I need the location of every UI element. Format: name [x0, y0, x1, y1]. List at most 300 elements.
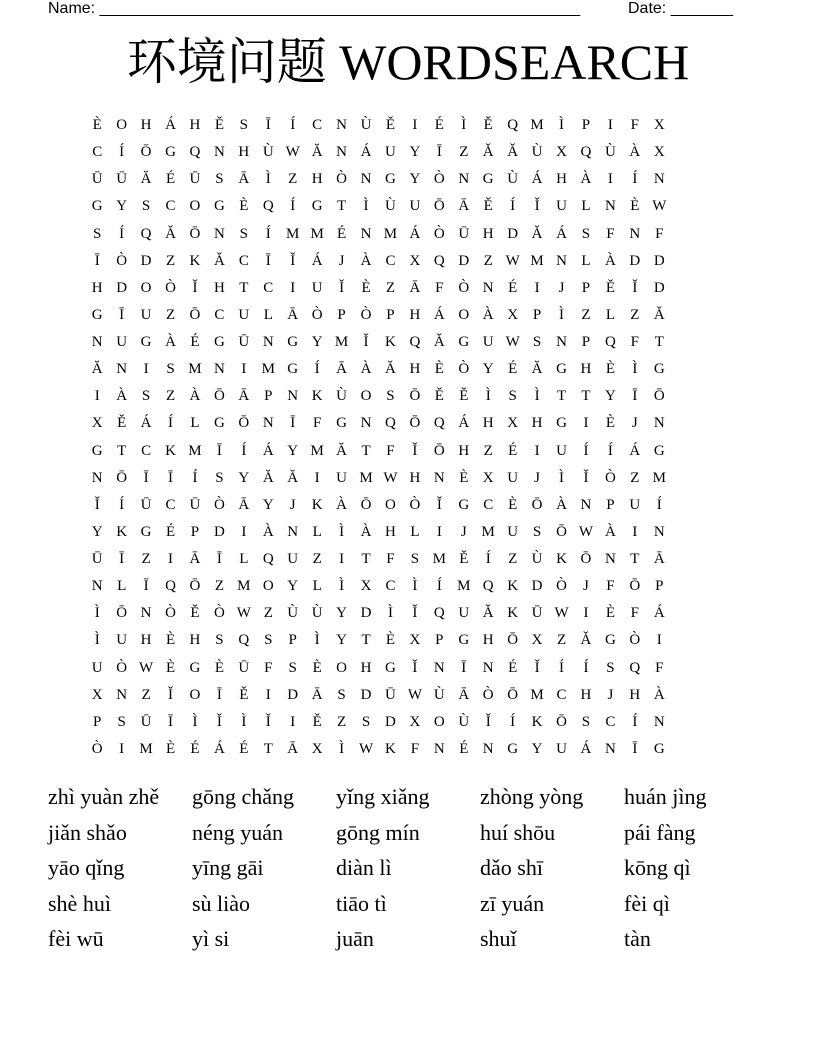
grid-cell: L	[581, 198, 591, 215]
grid-cell: Ō	[116, 605, 128, 622]
grid-cell: M	[188, 361, 202, 378]
grid-cell: Ō	[116, 469, 128, 486]
grid-cell: O	[360, 388, 372, 405]
grid-cell: D	[116, 279, 128, 296]
grid-cell: C	[556, 686, 567, 703]
grid-cell: H	[482, 632, 494, 649]
grid-cell: Ū	[91, 171, 103, 188]
grid-cell: K	[311, 496, 323, 513]
grid-cell: Q	[409, 334, 421, 350]
grid-cell: S	[532, 523, 542, 540]
grid-cell: G	[653, 740, 665, 757]
grid-cell: D	[213, 523, 225, 540]
grid-cell: Ǐ	[290, 252, 296, 269]
grid-cell: Ù	[458, 713, 470, 730]
grid-cell: Í	[559, 659, 565, 676]
grid-cell: À	[336, 496, 348, 513]
grid-cell: Á	[556, 225, 567, 242]
grid-cell: F	[606, 578, 615, 595]
grid-cell: P	[581, 117, 591, 133]
grid-cell: Á	[433, 306, 445, 323]
grid-cell: Ù	[262, 144, 274, 161]
grid-cell: D	[653, 252, 665, 269]
grid-cell: Ě	[190, 605, 200, 622]
grid-cell: Z	[165, 388, 176, 405]
grid-cell: T	[239, 279, 249, 296]
grid-cell: W	[505, 334, 520, 350]
grid-cell: I	[339, 551, 345, 567]
grid-cell: Ǎ	[531, 225, 543, 242]
grid-cell: D	[458, 252, 470, 269]
grid-cell: I	[119, 740, 125, 757]
grid-cell: N	[91, 578, 103, 595]
word-list-item: tàn	[624, 926, 651, 951]
grid-cell: É	[459, 740, 469, 757]
grid-cell: Ò	[165, 279, 176, 296]
grid-cell: T	[630, 551, 640, 567]
grid-cell: H	[580, 686, 592, 703]
grid-cell: C	[483, 496, 494, 513]
grid-cell: N	[262, 334, 274, 350]
grid-cell: Q	[580, 144, 592, 161]
grid-cell: Ī	[632, 740, 638, 757]
grid-cell: X	[91, 686, 103, 703]
grid-cell: Á	[531, 171, 543, 188]
grid-cell: H	[482, 225, 494, 242]
grid-cell: É	[508, 279, 518, 296]
word-list-item: fèi qì	[624, 890, 670, 916]
grid-cell: Í	[607, 442, 613, 459]
grid-cell: U	[458, 605, 470, 622]
grid-cell: W	[407, 686, 422, 703]
grid-cell: Ù	[433, 686, 445, 703]
grid-cell: P	[581, 334, 591, 350]
grid-cell: K	[385, 740, 396, 757]
grid-cell: Ō	[507, 686, 519, 703]
grid-cell: N	[604, 198, 616, 215]
grid-cell: T	[361, 551, 371, 567]
grid-cell: I	[241, 523, 247, 540]
grid-cell: Y	[287, 578, 299, 595]
grid-cell: Ă	[91, 361, 103, 378]
grid-cell: Ì	[485, 388, 491, 405]
grid-cell: Z	[165, 252, 176, 269]
grid-cell: Ī	[632, 388, 638, 405]
grid-cell: X	[507, 306, 519, 323]
grid-cell: Ù	[336, 388, 348, 405]
grid-cell: S	[508, 388, 517, 405]
grid-cell: I	[241, 361, 247, 378]
grid-cell: Ù	[604, 144, 616, 161]
grid-cell: G	[556, 415, 567, 432]
page-title: 环境问题 WORDSEARCH	[126, 34, 690, 90]
grid-cell: Á	[262, 442, 274, 459]
grid-cell: H	[238, 144, 250, 161]
grid-cell: Í	[632, 713, 638, 730]
grid-cell: À	[604, 252, 616, 269]
grid-cell: X	[409, 252, 421, 269]
grid-cell: F	[630, 334, 640, 350]
grid-cell: H	[409, 306, 421, 323]
grid-cell: N	[287, 388, 299, 405]
grid-cell: M	[334, 334, 349, 350]
grid-cell: S	[264, 632, 273, 649]
grid-cell: Ì	[339, 578, 345, 595]
grid-cell: Ā	[287, 740, 299, 757]
grid-cell: W	[505, 252, 520, 269]
grid-cell: H	[189, 117, 201, 133]
grid-cell: À	[360, 523, 372, 540]
grid-cell: U	[556, 740, 567, 757]
grid-cell: Ì	[534, 388, 540, 405]
grid-cell: Á	[629, 442, 641, 459]
grid-cell: S	[215, 632, 224, 649]
grid-cell: Ī	[461, 659, 467, 676]
grid-cell: È	[459, 469, 469, 486]
grid-cell: Ì	[94, 632, 100, 649]
grid-cell: Ò	[482, 686, 494, 703]
grid-cell: Ò	[458, 279, 470, 296]
grid-cell: Ǐ	[534, 198, 540, 215]
grid-cell: H	[213, 279, 225, 296]
grid-cell: C	[165, 496, 176, 513]
word-list-item: huán jìng	[624, 784, 707, 809]
grid-cell: P	[581, 279, 591, 296]
grid-cell: Á	[311, 252, 323, 269]
grid-cell: H	[140, 632, 152, 649]
grid-cell: Z	[581, 306, 591, 323]
grid-cell: É	[239, 740, 249, 757]
grid-cell: X	[556, 144, 567, 161]
grid-cell: J	[460, 523, 467, 540]
grid-cell: L	[263, 306, 273, 323]
grid-cell: Ǐ	[265, 713, 271, 730]
grid-cell: I	[168, 551, 174, 567]
grid-cell: Z	[141, 551, 151, 567]
grid-cell: Í	[119, 496, 125, 513]
grid-cell: N	[653, 415, 665, 432]
grid-cell: È	[239, 198, 249, 215]
grid-cell: P	[435, 632, 444, 649]
grid-cell: F	[410, 740, 420, 757]
grid-cell: C	[214, 306, 225, 323]
grid-cell: Ò	[360, 306, 372, 323]
word-list-item: shè huì	[48, 890, 111, 916]
grid-cell: Ì	[559, 306, 565, 323]
grid-cell: F	[312, 415, 322, 432]
word-list-item: yì si	[192, 926, 230, 951]
grid-cell: H	[311, 171, 323, 188]
grid-cell: Ù	[531, 144, 543, 161]
grid-cell: N	[336, 144, 348, 161]
grid-cell: M	[383, 225, 398, 242]
grid-cell: O	[116, 117, 128, 133]
grid-cell: Ō	[238, 415, 250, 432]
grid-cell: Ì	[412, 578, 418, 595]
grid-cell: Y	[311, 334, 323, 350]
grid-cell: N	[360, 225, 372, 242]
grid-cell: Ò	[165, 605, 176, 622]
grid-cell: Q	[433, 605, 445, 622]
grid-cell: É	[165, 171, 176, 188]
grid-cell: M	[652, 469, 666, 486]
grid-cell: N	[336, 117, 348, 133]
grid-cell: Ě	[459, 551, 469, 567]
grid-cell: Ū	[189, 496, 201, 513]
grid-cell: Ū	[458, 225, 470, 242]
grid-cell: Ā	[238, 171, 250, 188]
grid-cell: X	[507, 415, 519, 432]
grid-cell: Ò	[336, 171, 348, 188]
grid-cell: À	[653, 686, 665, 703]
word-list-item: yīng gāi	[192, 855, 264, 880]
grid-cell: W	[285, 144, 300, 161]
grid-cell: D	[653, 279, 665, 296]
grid-cell: Z	[483, 442, 493, 459]
grid-cell: S	[581, 225, 591, 242]
grid-cell: S	[215, 469, 224, 486]
grid-cell: Ō	[433, 442, 445, 459]
grid-cell: Q	[507, 117, 519, 133]
grid-cell: H	[385, 523, 396, 540]
grid-cell: Ā	[653, 551, 665, 567]
grid-cell: H	[580, 361, 592, 378]
grid-cell: À	[189, 388, 201, 405]
grid-cell: K	[116, 523, 128, 540]
grid-cell: Ū	[91, 551, 103, 567]
grid-cell: J	[607, 686, 614, 703]
grid-cell: H	[556, 171, 567, 188]
word-list-item: diàn lì	[336, 855, 392, 880]
grid-cell: U	[556, 198, 567, 215]
grid-cell: U	[629, 496, 641, 513]
grid-cell: N	[433, 740, 445, 757]
grid-cell: N	[91, 469, 103, 486]
grid-cell: X	[653, 117, 665, 133]
grid-cell: Ì	[339, 523, 345, 540]
grid-cell: Í	[290, 117, 296, 133]
grid-cell: Ě	[605, 279, 615, 296]
grid-cell: P	[288, 632, 297, 649]
grid-cell: Í	[485, 551, 491, 567]
grid-cell: I	[290, 713, 296, 730]
grid-cell: U	[507, 469, 519, 486]
grid-cell: Z	[165, 306, 176, 323]
grid-cell: Ǐ	[485, 713, 491, 730]
word-list-item: sù liào	[192, 890, 251, 916]
letter-grid	[85, 112, 672, 763]
grid-cell: Ī	[94, 252, 100, 269]
grid-cell: P	[655, 578, 664, 595]
grid-cell: J	[631, 415, 638, 432]
grid-cell: G	[287, 334, 299, 350]
grid-cell: M	[481, 523, 495, 540]
grid-cell: Ǎ	[580, 632, 592, 649]
grid-cell: F	[435, 279, 444, 296]
grid-cell: N	[360, 171, 372, 188]
grid-cell: Ù	[360, 117, 372, 133]
grid-cell: M	[530, 117, 544, 133]
grid-cell: W	[236, 605, 251, 622]
grid-cell: G	[458, 496, 470, 513]
grid-cell: S	[93, 225, 102, 242]
grid-cell: Ě	[239, 686, 249, 703]
grid-cell: L	[190, 415, 200, 432]
word-list-item: fèi wū	[48, 926, 104, 951]
grid-cell: Í	[119, 225, 125, 242]
grid-cell: È	[385, 632, 396, 649]
grid-cell: K	[507, 578, 519, 595]
grid-cell: À	[116, 388, 128, 405]
grid-cell: N	[140, 605, 152, 622]
grid-cell: G	[653, 442, 665, 459]
grid-cell: Í	[241, 442, 247, 459]
grid-cell: G	[653, 361, 665, 378]
grid-cell: O	[262, 578, 274, 595]
grid-cell: J	[289, 496, 296, 513]
grid-cell: Ě	[214, 117, 224, 133]
grid-cell: D	[531, 578, 543, 595]
grid-cell: N	[287, 523, 299, 540]
grid-cell: X	[360, 578, 372, 595]
grid-cell: I	[656, 632, 662, 649]
grid-cell: Í	[583, 659, 589, 676]
grid-cell: Ā	[238, 388, 250, 405]
grid-cell: N	[458, 171, 470, 188]
grid-cell: D	[287, 686, 299, 703]
grid-cell: S	[410, 551, 420, 567]
grid-cell: Ò	[311, 306, 323, 323]
grid-cell: K	[311, 388, 323, 405]
grid-cell: Ò	[116, 659, 128, 676]
grid-cell: M	[457, 578, 471, 595]
grid-cell: N	[262, 415, 274, 432]
grid-cell: U	[116, 334, 128, 350]
grid-cell: Z	[288, 171, 298, 188]
grid-cell: Ī	[265, 252, 271, 269]
grid-cell: Ū	[140, 713, 152, 730]
grid-cell: Ă	[311, 144, 323, 161]
grid-cell: L	[410, 523, 420, 540]
grid-cell: P	[606, 496, 615, 513]
grid-cell: È	[434, 361, 444, 378]
grid-cell: Y	[262, 496, 274, 513]
grid-cell: Z	[630, 469, 640, 486]
grid-cell: I	[265, 686, 271, 703]
grid-cell: N	[213, 225, 225, 242]
grid-cell: Y	[409, 144, 421, 161]
word-list-item: juān	[336, 926, 374, 951]
grid-cell: Ă	[531, 361, 543, 378]
grid-cell: T	[361, 632, 371, 649]
grid-cell: Z	[483, 252, 493, 269]
grid-cell: S	[386, 388, 395, 405]
grid-cell: U	[140, 306, 152, 323]
grid-cell: Ò	[556, 578, 567, 595]
grid-cell: U	[409, 198, 421, 215]
grid-cell: I	[412, 117, 418, 133]
grid-cell: Í	[510, 198, 516, 215]
grid-cell: Á	[653, 605, 665, 622]
grid-cell: Á	[409, 225, 421, 242]
grid-cell: Ō	[189, 306, 201, 323]
grid-cell: N	[433, 469, 445, 486]
grid-cell: N	[653, 523, 665, 540]
grid-cell: S	[239, 225, 249, 242]
grid-cell: Ò	[458, 361, 470, 378]
grid-cell: Ī	[216, 686, 222, 703]
grid-cell: Ā	[189, 551, 201, 567]
grid-cell: M	[530, 252, 544, 269]
grid-cell: Ǎ	[482, 605, 494, 622]
grid-cell: Ā	[409, 279, 421, 296]
grid-cell: Ǎ	[165, 225, 176, 242]
grid-cell: Ǎ	[507, 144, 519, 161]
grid-cell: M	[286, 225, 300, 242]
grid-cell: I	[583, 415, 589, 432]
grid-cell: Í	[436, 578, 442, 595]
grid-cell: U	[507, 523, 519, 540]
grid-cell: Ă	[385, 361, 396, 378]
grid-cell: Í	[265, 225, 271, 242]
grid-cell: H	[409, 361, 421, 378]
grid-cell: Z	[556, 632, 567, 649]
grid-cell: G	[604, 632, 616, 649]
header-row	[48, 0, 748, 20]
grid-cell: N	[213, 361, 225, 378]
grid-cell: Ō	[580, 551, 592, 567]
grid-cell: Ō	[409, 415, 421, 432]
grid-cell: I	[583, 605, 589, 622]
grid-cell: K	[507, 605, 519, 622]
grid-cell: I	[314, 469, 320, 486]
grid-cell: M	[359, 469, 373, 486]
grid-cell: Á	[165, 117, 176, 133]
grid-cell: É	[508, 361, 518, 378]
grid-cell: Q	[140, 225, 152, 242]
grid-cell: Ō	[556, 523, 567, 540]
grid-cell: Ă	[287, 469, 299, 486]
grid-cell: Ū	[116, 171, 128, 188]
grid-cell: Ū	[238, 659, 250, 676]
name-field: Name: ______________________________________________________	[48, 0, 581, 17]
grid-cell: È	[630, 198, 640, 215]
grid-cell: F	[264, 659, 273, 676]
grid-cell: G	[165, 144, 176, 161]
grid-cell: Ō	[360, 496, 372, 513]
grid-cell: T	[556, 388, 567, 405]
grid-cell: X	[409, 632, 421, 649]
grid-cell: P	[337, 306, 346, 323]
grid-cell: N	[580, 496, 592, 513]
grid-cell: Ì	[94, 605, 100, 622]
grid-cell: Ǐ	[192, 279, 198, 296]
grid-cell: W	[554, 605, 569, 622]
grid-cell: Ě	[483, 117, 493, 133]
grid-cell: Ì	[461, 117, 467, 133]
grid-cell: Ǐ	[94, 496, 100, 513]
grid-cell: Ě	[117, 415, 127, 432]
grid-cell: C	[385, 578, 396, 595]
grid-cell: N	[604, 551, 616, 567]
grid-cell: W	[578, 523, 594, 540]
grid-cell: T	[361, 442, 371, 459]
grid-cell: Y	[287, 442, 299, 459]
grid-cell: P	[93, 713, 102, 730]
grid-cell: J	[558, 279, 565, 296]
grid-cell: Ò	[409, 496, 421, 513]
grid-cell: N	[653, 171, 665, 188]
